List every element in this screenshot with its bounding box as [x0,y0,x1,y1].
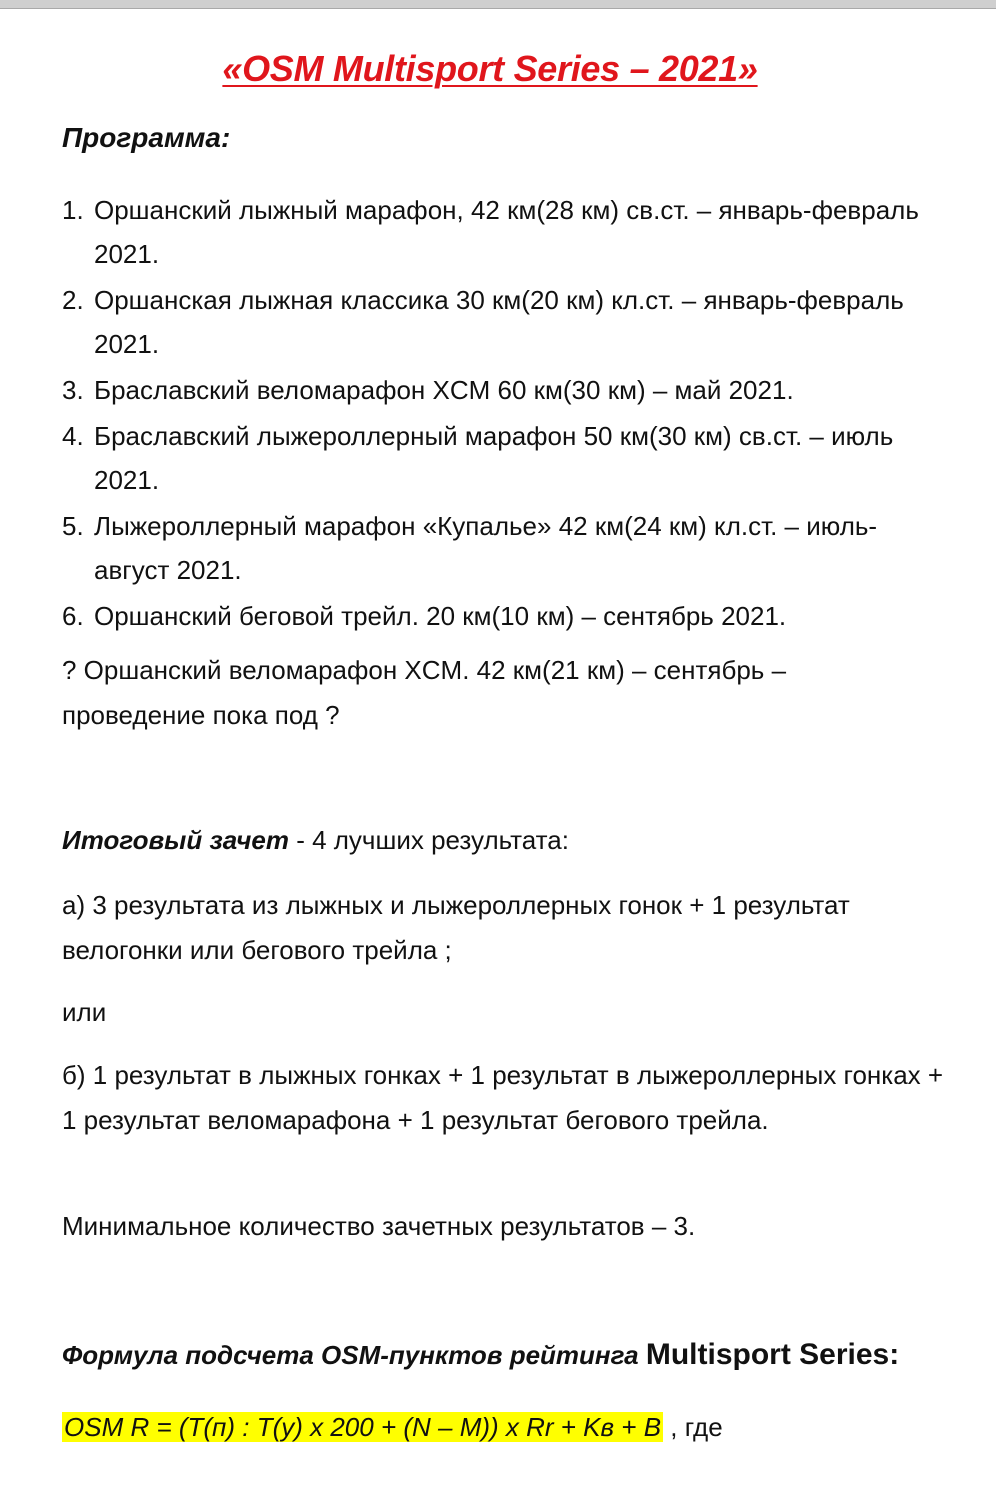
formula-suffix: , где [663,1412,723,1442]
program-item-number: 4. [62,421,84,451]
program-item-text: Браславский лыжероллерный марафон 50 км(30 км) св.ст. – июль 2021. [94,421,894,495]
program-item [62,504,942,592]
program-item [62,278,942,366]
formula-line [62,1408,723,1446]
program-item-text: Оршанский беговой трейл. 20 км(10 км) – сентябрь 2021. [94,601,787,631]
scoring-option-a: а) 3 результата из лыжных и лыжероллерных гонок + 1 результат велогонки или бегового трейла ; [62,890,850,965]
program-item [62,414,942,502]
program-item-text: Оршанская лыжная классика 30 км(20 км) кл.ст. – январь-февраль 2021. [94,285,904,359]
program-item [62,368,942,412]
formula-title-part1: Формула подсчета OSM-пунктов рейтинга [62,1340,646,1370]
document-page [0,8,996,1495]
program-item [62,594,942,638]
program-item-number: 3. [62,375,84,405]
program-item-text: Оршанский лыжный марафон, 42 км(28 км) св.ст. – январь-февраль 2021. [94,195,919,269]
scoring-or: или [62,997,107,1027]
program-item-text: Браславский веломарафон XCM 60 км(30 км) – май 2021. [94,375,794,405]
program-heading: Программа: [62,122,231,153]
scoring-summary-text: - 4 лучших результата: [288,825,569,855]
scoring-label: Итоговый зачет [62,825,289,855]
program-list [62,188,942,640]
scoring-minimum: Минимальное количество зачетных результатов – 3. [62,1211,696,1241]
program-note: ? Оршанский веломарафон XCM. 42 км(21 км) – сентябрь – проведение пока под ? [62,655,787,730]
program-item [62,188,942,276]
scoring-summary [62,818,962,863]
formula-title [62,1338,899,1372]
formula-title-part2: Multisport Series: [645,1338,900,1371]
program-item-number: 6. [62,601,84,631]
formula-expression: OSM R = (T(п) : T(у) х 200 + (N – M)) х Rr + Kв + B [64,1412,662,1442]
scoring-option-b: б) 1 результат в лыжных гонках + 1 результат в лыжероллерных гонках + 1 результат веломарафона + 1 результат бегового трейла. [62,1060,944,1135]
document-title: «OSM Multisport Series – 2021» [222,48,758,89]
program-item-number: 2. [62,285,84,315]
program-item-number: 1. [62,195,84,225]
program-item-number: 5. [62,511,84,541]
program-item-text: Лыжероллерный марафон «Купалье» 42 км(24 км) кл.ст. – июль-август 2021. [94,511,878,585]
